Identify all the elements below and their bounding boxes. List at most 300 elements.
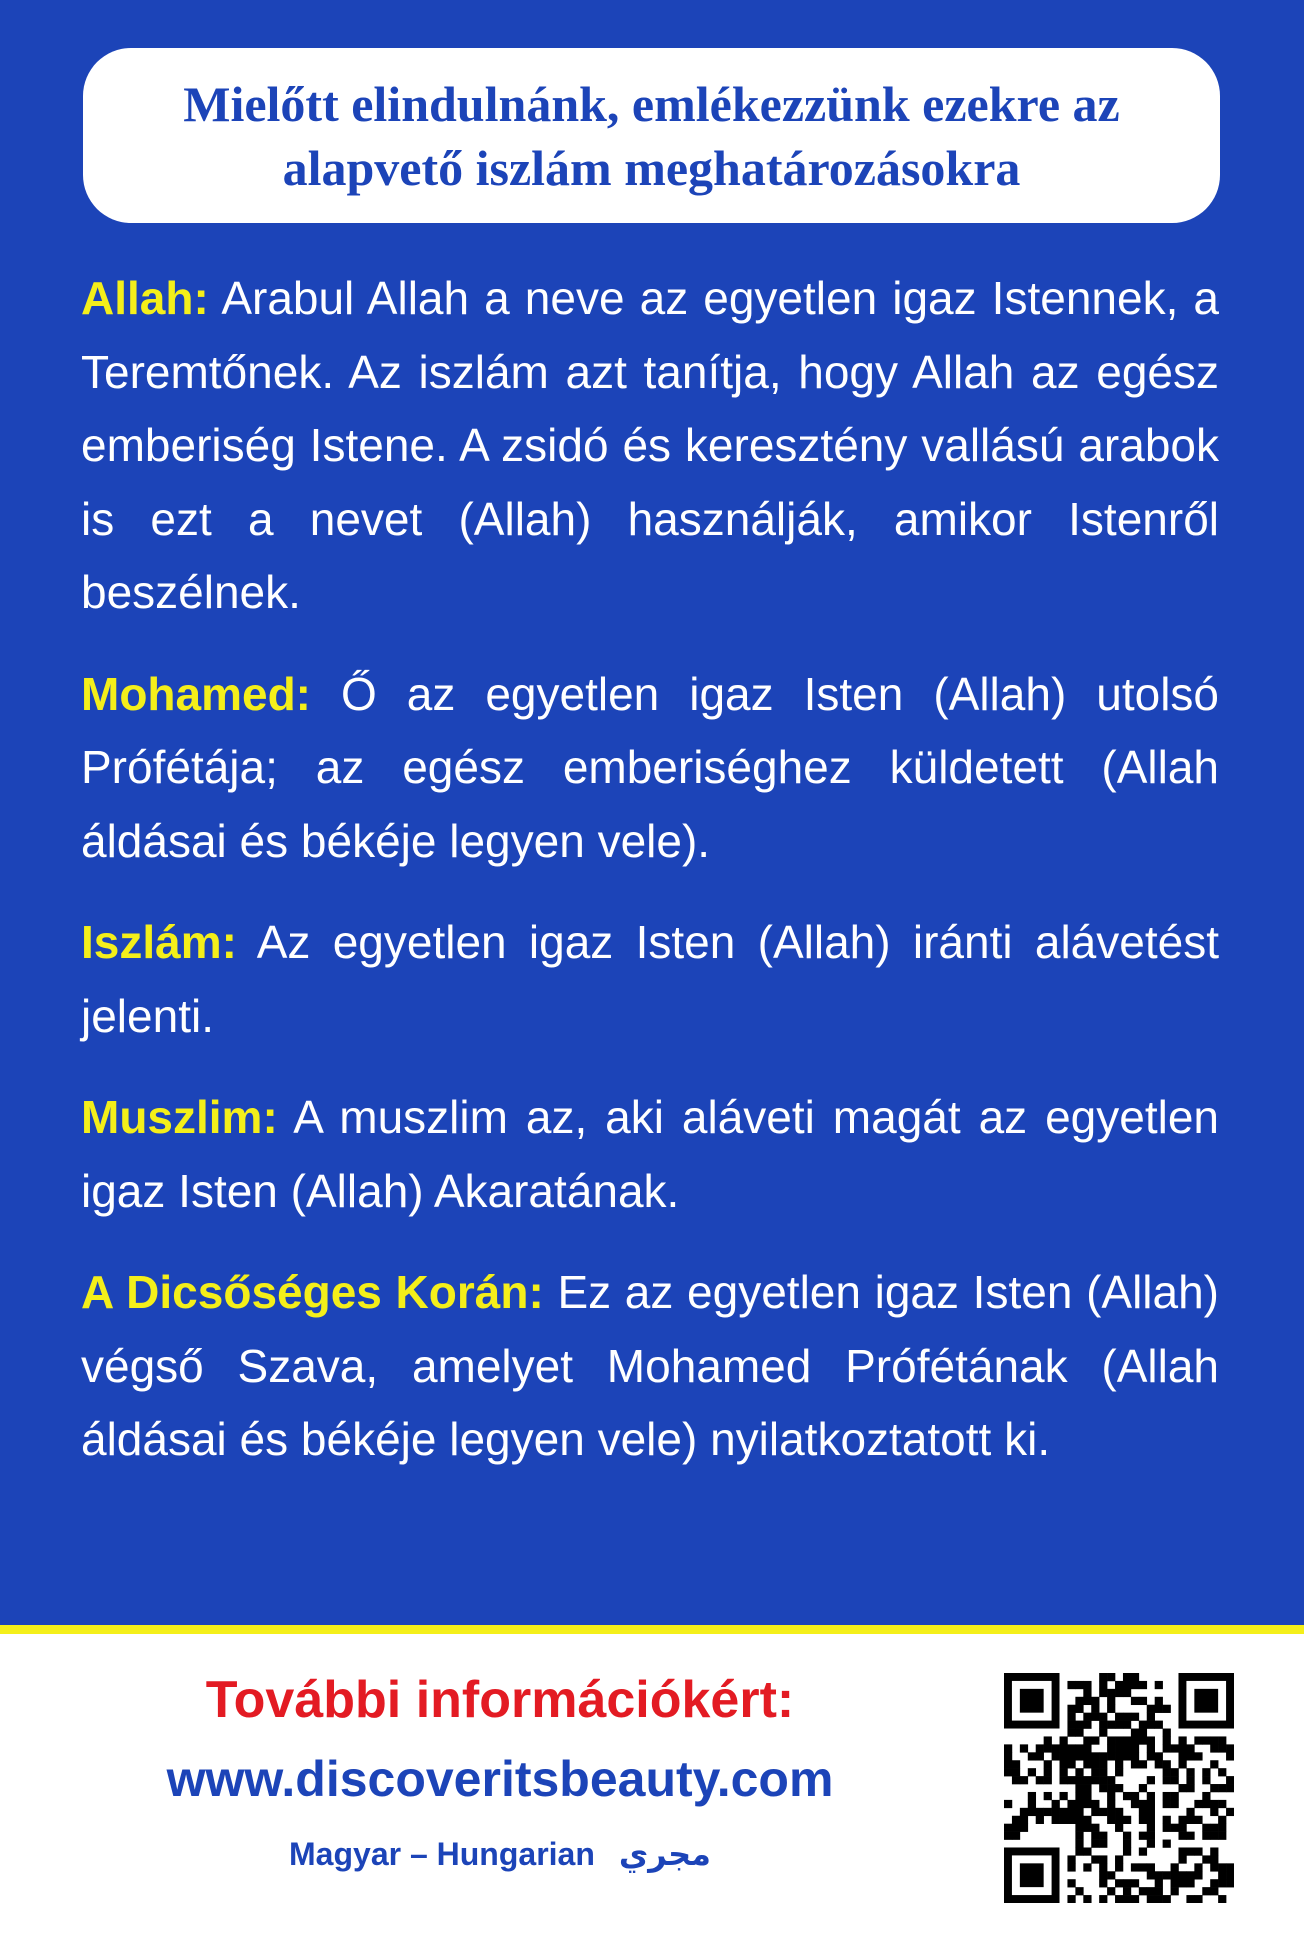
qr-module [1171, 1824, 1179, 1832]
qr-module [1186, 1816, 1194, 1824]
qr-module [1139, 1681, 1147, 1689]
qr-module [1091, 1760, 1099, 1768]
qr-module [1012, 1768, 1020, 1776]
qr-module [1139, 1736, 1147, 1744]
qr-module [1186, 1784, 1194, 1792]
qr-module [1107, 1792, 1115, 1800]
qr-module [1067, 1744, 1075, 1752]
qr-module [1067, 1855, 1075, 1863]
qr-module [1139, 1808, 1147, 1816]
header-box [83, 48, 1220, 223]
qr-module [1178, 1855, 1186, 1863]
qr-module [1036, 1808, 1044, 1816]
qr-module [1075, 1808, 1083, 1816]
qr-module [1067, 1760, 1075, 1768]
qr-module [1099, 1879, 1107, 1887]
qr-module [1083, 1744, 1091, 1752]
qr-module [1194, 1871, 1202, 1879]
qr-module [1012, 1832, 1020, 1840]
term-muszlim: Muszlim: [81, 1091, 278, 1143]
qr-module [1067, 1816, 1075, 1824]
qr-module [1115, 1681, 1123, 1689]
qr-module [1218, 1832, 1226, 1840]
qr-module [1004, 1760, 1012, 1768]
qr-module [1226, 1776, 1234, 1784]
website-link[interactable]: www.discoveritsbeauty.com [166, 1751, 834, 1807]
qr-module [1004, 1752, 1012, 1760]
term-iszlam: Iszlám: [81, 916, 237, 968]
qr-module [1067, 1729, 1075, 1737]
qr-module [1099, 1673, 1107, 1681]
qr-module [1139, 1847, 1147, 1855]
qr-module [1099, 1808, 1107, 1816]
qr-module [1131, 1800, 1139, 1808]
qr-module [1186, 1847, 1194, 1855]
qr-module [1131, 1697, 1139, 1705]
qr-module [1107, 1752, 1115, 1760]
qr-module [1083, 1736, 1091, 1744]
qr-module [1083, 1776, 1091, 1784]
language-label: Magyar – Hungarian [289, 1836, 595, 1872]
qr-module [1139, 1729, 1147, 1737]
qr-module [1123, 1840, 1131, 1848]
qr-module [1028, 1800, 1036, 1808]
qr-module [1226, 1863, 1234, 1871]
qr-module [1218, 1736, 1226, 1744]
qr-module [1147, 1721, 1155, 1729]
qr-module [1226, 1784, 1234, 1792]
qr-module [1091, 1736, 1099, 1744]
qr-module [1020, 1824, 1028, 1832]
qr-module [1210, 1879, 1218, 1887]
qr-module [1052, 1744, 1060, 1752]
qr-module [1155, 1871, 1163, 1879]
qr-module [1155, 1721, 1163, 1729]
qr-module [1115, 1736, 1123, 1744]
qr-module [1171, 1871, 1179, 1879]
qr-module [1115, 1895, 1123, 1903]
qr-finder-inner [1020, 1863, 1044, 1887]
qr-module [1083, 1784, 1091, 1792]
qr-module [1107, 1776, 1115, 1784]
qr-module [1107, 1800, 1115, 1808]
qr-module [1107, 1816, 1115, 1824]
qr-module [1147, 1871, 1155, 1879]
qr-module [1123, 1673, 1131, 1681]
qr-module [1067, 1752, 1075, 1760]
qr-module [1218, 1816, 1226, 1824]
qr-module [1044, 1768, 1052, 1776]
definition-koran [81, 1256, 1219, 1477]
qr-module [1099, 1721, 1107, 1729]
qr-module [1123, 1752, 1131, 1760]
qr-module [1131, 1792, 1139, 1800]
qr-module [1083, 1760, 1091, 1768]
definition-iszlam-text: Az egyetlen igaz Isten (Allah) iránti alávetést jelenti. [81, 916, 1219, 1042]
qr-module [1139, 1816, 1147, 1824]
qr-module [1131, 1673, 1139, 1681]
qr-module [1210, 1832, 1218, 1840]
qr-module [1210, 1887, 1218, 1895]
qr-module [1083, 1847, 1091, 1855]
qr-module [1012, 1760, 1020, 1768]
qr-module [1178, 1871, 1186, 1879]
qr-module [1131, 1895, 1139, 1903]
qr-module [1107, 1721, 1115, 1729]
qr-module [1226, 1871, 1234, 1879]
qr-module [1218, 1744, 1226, 1752]
qr-module [1067, 1808, 1075, 1816]
qr-module [1186, 1832, 1194, 1840]
qr-module [1178, 1824, 1186, 1832]
qr-module [1052, 1800, 1060, 1808]
qr-module [1091, 1840, 1099, 1848]
qr-module [1083, 1800, 1091, 1808]
qr-module [1107, 1784, 1115, 1792]
qr-module [1131, 1713, 1139, 1721]
qr-module [1163, 1744, 1171, 1752]
qr-module [1099, 1871, 1107, 1879]
qr-module [1083, 1863, 1091, 1871]
qr-module [1202, 1800, 1210, 1808]
qr-module [1210, 1736, 1218, 1744]
qr-module [1115, 1824, 1123, 1832]
qr-module [1163, 1705, 1171, 1713]
definition-muszlim-text: A muszlim az, aki aláveti magát az egyetlen igaz Isten (Allah) Akaratának. [81, 1091, 1219, 1217]
language-arabic-label: مجري [618, 1835, 711, 1873]
qr-module [1020, 1744, 1028, 1752]
qr-module [1075, 1681, 1083, 1689]
qr-module [1202, 1832, 1210, 1840]
qr-module [1139, 1887, 1147, 1895]
qr-module [1155, 1697, 1163, 1705]
qr-module [1218, 1879, 1226, 1887]
qr-module [1115, 1808, 1123, 1816]
qr-module [1075, 1832, 1083, 1840]
qr-module [1123, 1689, 1131, 1697]
qr-module [1139, 1784, 1147, 1792]
qr-module [1091, 1705, 1099, 1713]
qr-module [1218, 1800, 1226, 1808]
qr-module [1131, 1760, 1139, 1768]
qr-module [1178, 1736, 1186, 1744]
qr-module [1147, 1808, 1155, 1816]
qr-module [1202, 1768, 1210, 1776]
qr-module [1210, 1784, 1218, 1792]
qr-module [1123, 1847, 1131, 1855]
qr-module [1186, 1808, 1194, 1816]
qr-module [1060, 1752, 1068, 1760]
qr-module [1202, 1776, 1210, 1784]
qr-module [1115, 1721, 1123, 1729]
qr-module [1004, 1800, 1012, 1808]
qr-module [1123, 1879, 1131, 1887]
qr-module [1060, 1744, 1068, 1752]
qr-module [1083, 1713, 1091, 1721]
qr-module [1147, 1792, 1155, 1800]
qr-module [1083, 1752, 1091, 1760]
qr-module [1020, 1816, 1028, 1824]
qr-module [1012, 1776, 1020, 1784]
qr-module [1155, 1760, 1163, 1768]
qr-module [1123, 1736, 1131, 1744]
qr-module [1155, 1752, 1163, 1760]
qr-module [1060, 1808, 1068, 1816]
language-line [60, 1834, 940, 1874]
qr-module [1067, 1713, 1075, 1721]
term-allah: Allah: [81, 272, 209, 324]
qr-module [1139, 1832, 1147, 1840]
qr-module [1107, 1808, 1115, 1816]
qr-module [1147, 1736, 1155, 1744]
qr-module [1186, 1744, 1194, 1752]
qr-module [1067, 1721, 1075, 1729]
qr-module [1091, 1752, 1099, 1760]
qr-module [1186, 1752, 1194, 1760]
qr-module [1067, 1800, 1075, 1808]
qr-module [1115, 1863, 1123, 1871]
qr-module [1075, 1824, 1083, 1832]
qr-module [1075, 1887, 1083, 1895]
qr-module [1163, 1736, 1171, 1744]
qr-module [1186, 1895, 1194, 1903]
definitions-list [81, 262, 1219, 1477]
qr-module [1178, 1879, 1186, 1887]
qr-module [1044, 1792, 1052, 1800]
qr-module [1202, 1792, 1210, 1800]
qr-module [1218, 1824, 1226, 1832]
qr-module [1210, 1760, 1218, 1768]
qr-module [1115, 1768, 1123, 1776]
qr-module [1044, 1760, 1052, 1768]
qr-module [1075, 1752, 1083, 1760]
definition-mohamed-text: Ő az egyetlen igaz Isten (Allah) utolsó Prófétája; az egész emberiséghez küldetett (Allah áldásai és békéje legyen vele). [81, 667, 1220, 867]
qr-module [1052, 1816, 1060, 1824]
qr-module [1083, 1895, 1091, 1903]
qr-module [1218, 1768, 1226, 1776]
qr-module [1202, 1824, 1210, 1832]
qr-module [1186, 1879, 1194, 1887]
qr-module [1083, 1824, 1091, 1832]
qr-module [1060, 1776, 1068, 1784]
qr-module [1004, 1768, 1012, 1776]
definition-mohamed [81, 658, 1219, 879]
qr-module [1083, 1697, 1091, 1705]
qr-module [1060, 1792, 1068, 1800]
qr-module [1178, 1752, 1186, 1760]
qr-module [1123, 1713, 1131, 1721]
qr-module [1091, 1855, 1099, 1863]
qr-module [1171, 1744, 1179, 1752]
qr-module [1044, 1736, 1052, 1744]
qr-module [1194, 1736, 1202, 1744]
qr-module [1155, 1705, 1163, 1713]
definition-muszlim [81, 1081, 1219, 1228]
qr-module [1036, 1816, 1044, 1824]
qr-module [1163, 1816, 1171, 1824]
qr-module [1115, 1816, 1123, 1824]
qr-code-icon[interactable] [1004, 1673, 1234, 1903]
qr-module [1131, 1729, 1139, 1737]
qr-module [1147, 1776, 1155, 1784]
qr-module [1202, 1736, 1210, 1744]
qr-module [1147, 1895, 1155, 1903]
qr-module [1115, 1689, 1123, 1697]
qr-module [1163, 1760, 1171, 1768]
qr-module [1226, 1879, 1234, 1887]
qr-module [1218, 1863, 1226, 1871]
qr-module [1107, 1744, 1115, 1752]
qr-module [1060, 1736, 1068, 1744]
qr-module [1083, 1816, 1091, 1824]
qr-module [1210, 1855, 1218, 1863]
qr-module [1075, 1776, 1083, 1784]
qr-module [1083, 1689, 1091, 1697]
qr-module [1186, 1871, 1194, 1879]
qr-module [1075, 1744, 1083, 1752]
qr-module [1107, 1736, 1115, 1744]
qr-module [1028, 1768, 1036, 1776]
qr-module [1099, 1760, 1107, 1768]
qr-module [1139, 1697, 1147, 1705]
qr-module [1099, 1768, 1107, 1776]
qr-code-graphic [1004, 1673, 1234, 1903]
qr-module [1139, 1721, 1147, 1729]
qr-module [1210, 1847, 1218, 1855]
qr-module [1171, 1776, 1179, 1784]
qr-module [1163, 1768, 1171, 1776]
qr-module [1178, 1744, 1186, 1752]
qr-module [1210, 1744, 1218, 1752]
qr-module [1210, 1808, 1218, 1816]
more-info-label: További információkért: [205, 1671, 795, 1729]
qr-module [1004, 1824, 1012, 1832]
qr-module [1044, 1744, 1052, 1752]
qr-module [1075, 1729, 1083, 1737]
qr-module [1171, 1800, 1179, 1808]
qr-finder-inner [1020, 1689, 1044, 1713]
qr-module [1131, 1736, 1139, 1744]
qr-module [1107, 1871, 1115, 1879]
qr-finder-inner [1194, 1689, 1218, 1713]
qr-module [1075, 1721, 1083, 1729]
qr-module [1091, 1713, 1099, 1721]
qr-module [1083, 1721, 1091, 1729]
qr-module [1075, 1847, 1083, 1855]
qr-module [1131, 1879, 1139, 1887]
qr-module [1171, 1863, 1179, 1871]
qr-module [1171, 1887, 1179, 1895]
qr-module [1171, 1792, 1179, 1800]
qr-module [1194, 1847, 1202, 1855]
qr-module [1171, 1768, 1179, 1776]
qr-module [1052, 1808, 1060, 1816]
qr-module [1091, 1697, 1099, 1705]
qr-module [1107, 1887, 1115, 1895]
footer-info [60, 1670, 940, 1874]
qr-module [1036, 1776, 1044, 1784]
qr-module [1075, 1816, 1083, 1824]
qr-module [1194, 1800, 1202, 1808]
qr-module [1067, 1863, 1075, 1871]
qr-module [1091, 1768, 1099, 1776]
qr-module [1163, 1792, 1171, 1800]
qr-module [1123, 1721, 1131, 1729]
qr-module [1202, 1855, 1210, 1863]
qr-module [1147, 1744, 1155, 1752]
qr-module [1226, 1752, 1234, 1760]
qr-module [1194, 1863, 1202, 1871]
qr-module [1139, 1760, 1147, 1768]
qr-module [1131, 1744, 1139, 1752]
qr-module [1115, 1784, 1123, 1792]
qr-module [1139, 1800, 1147, 1808]
qr-module [1163, 1800, 1171, 1808]
qr-module [1163, 1871, 1171, 1879]
qr-module [1115, 1855, 1123, 1863]
qr-module [1194, 1752, 1202, 1760]
qr-module [1099, 1681, 1107, 1689]
term-mohamed: Mohamed: [81, 667, 311, 720]
qr-module [1004, 1832, 1012, 1840]
qr-module [1115, 1744, 1123, 1752]
qr-module [1020, 1808, 1028, 1816]
qr-module [1107, 1673, 1115, 1681]
qr-module [1147, 1800, 1155, 1808]
qr-module [1171, 1879, 1179, 1887]
qr-module [1147, 1816, 1155, 1824]
qr-module [1075, 1840, 1083, 1848]
qr-module [1178, 1760, 1186, 1768]
qr-module [1155, 1681, 1163, 1689]
definition-koran-text: Ez az egyetlen igaz Isten (Allah) végső Szava, amelyet Mohamed Prófétának (Allah áldásai és békéje legyen vele) nyilatkoztatott ki. [81, 1266, 1219, 1465]
qr-module [1202, 1887, 1210, 1895]
qr-module [1147, 1713, 1155, 1721]
qr-module [1210, 1863, 1218, 1871]
qr-module [1004, 1744, 1012, 1752]
qr-module [1115, 1752, 1123, 1760]
qr-module [1099, 1776, 1107, 1784]
qr-module [1163, 1895, 1171, 1903]
qr-module [1186, 1776, 1194, 1784]
qr-module [1020, 1776, 1028, 1784]
qr-module [1067, 1895, 1075, 1903]
qr-module [1091, 1824, 1099, 1832]
qr-module [1210, 1824, 1218, 1832]
qr-module [1075, 1705, 1083, 1713]
qr-module [1067, 1681, 1075, 1689]
qr-module [1163, 1824, 1171, 1832]
qr-module [1099, 1895, 1107, 1903]
qr-module [1091, 1800, 1099, 1808]
qr-module [1099, 1713, 1107, 1721]
qr-module [1178, 1816, 1186, 1824]
qr-module [1075, 1792, 1083, 1800]
qr-module [1083, 1792, 1091, 1800]
qr-module [1012, 1824, 1020, 1832]
qr-module [1060, 1768, 1068, 1776]
qr-module [1226, 1808, 1234, 1816]
qr-module [1139, 1863, 1147, 1871]
qr-module [1067, 1705, 1075, 1713]
qr-module [1123, 1792, 1131, 1800]
qr-module [1075, 1784, 1083, 1792]
qr-module [1147, 1832, 1155, 1840]
qr-module [1147, 1840, 1155, 1848]
qr-module [1210, 1800, 1218, 1808]
qr-module [1218, 1895, 1226, 1903]
qr-module [1218, 1784, 1226, 1792]
